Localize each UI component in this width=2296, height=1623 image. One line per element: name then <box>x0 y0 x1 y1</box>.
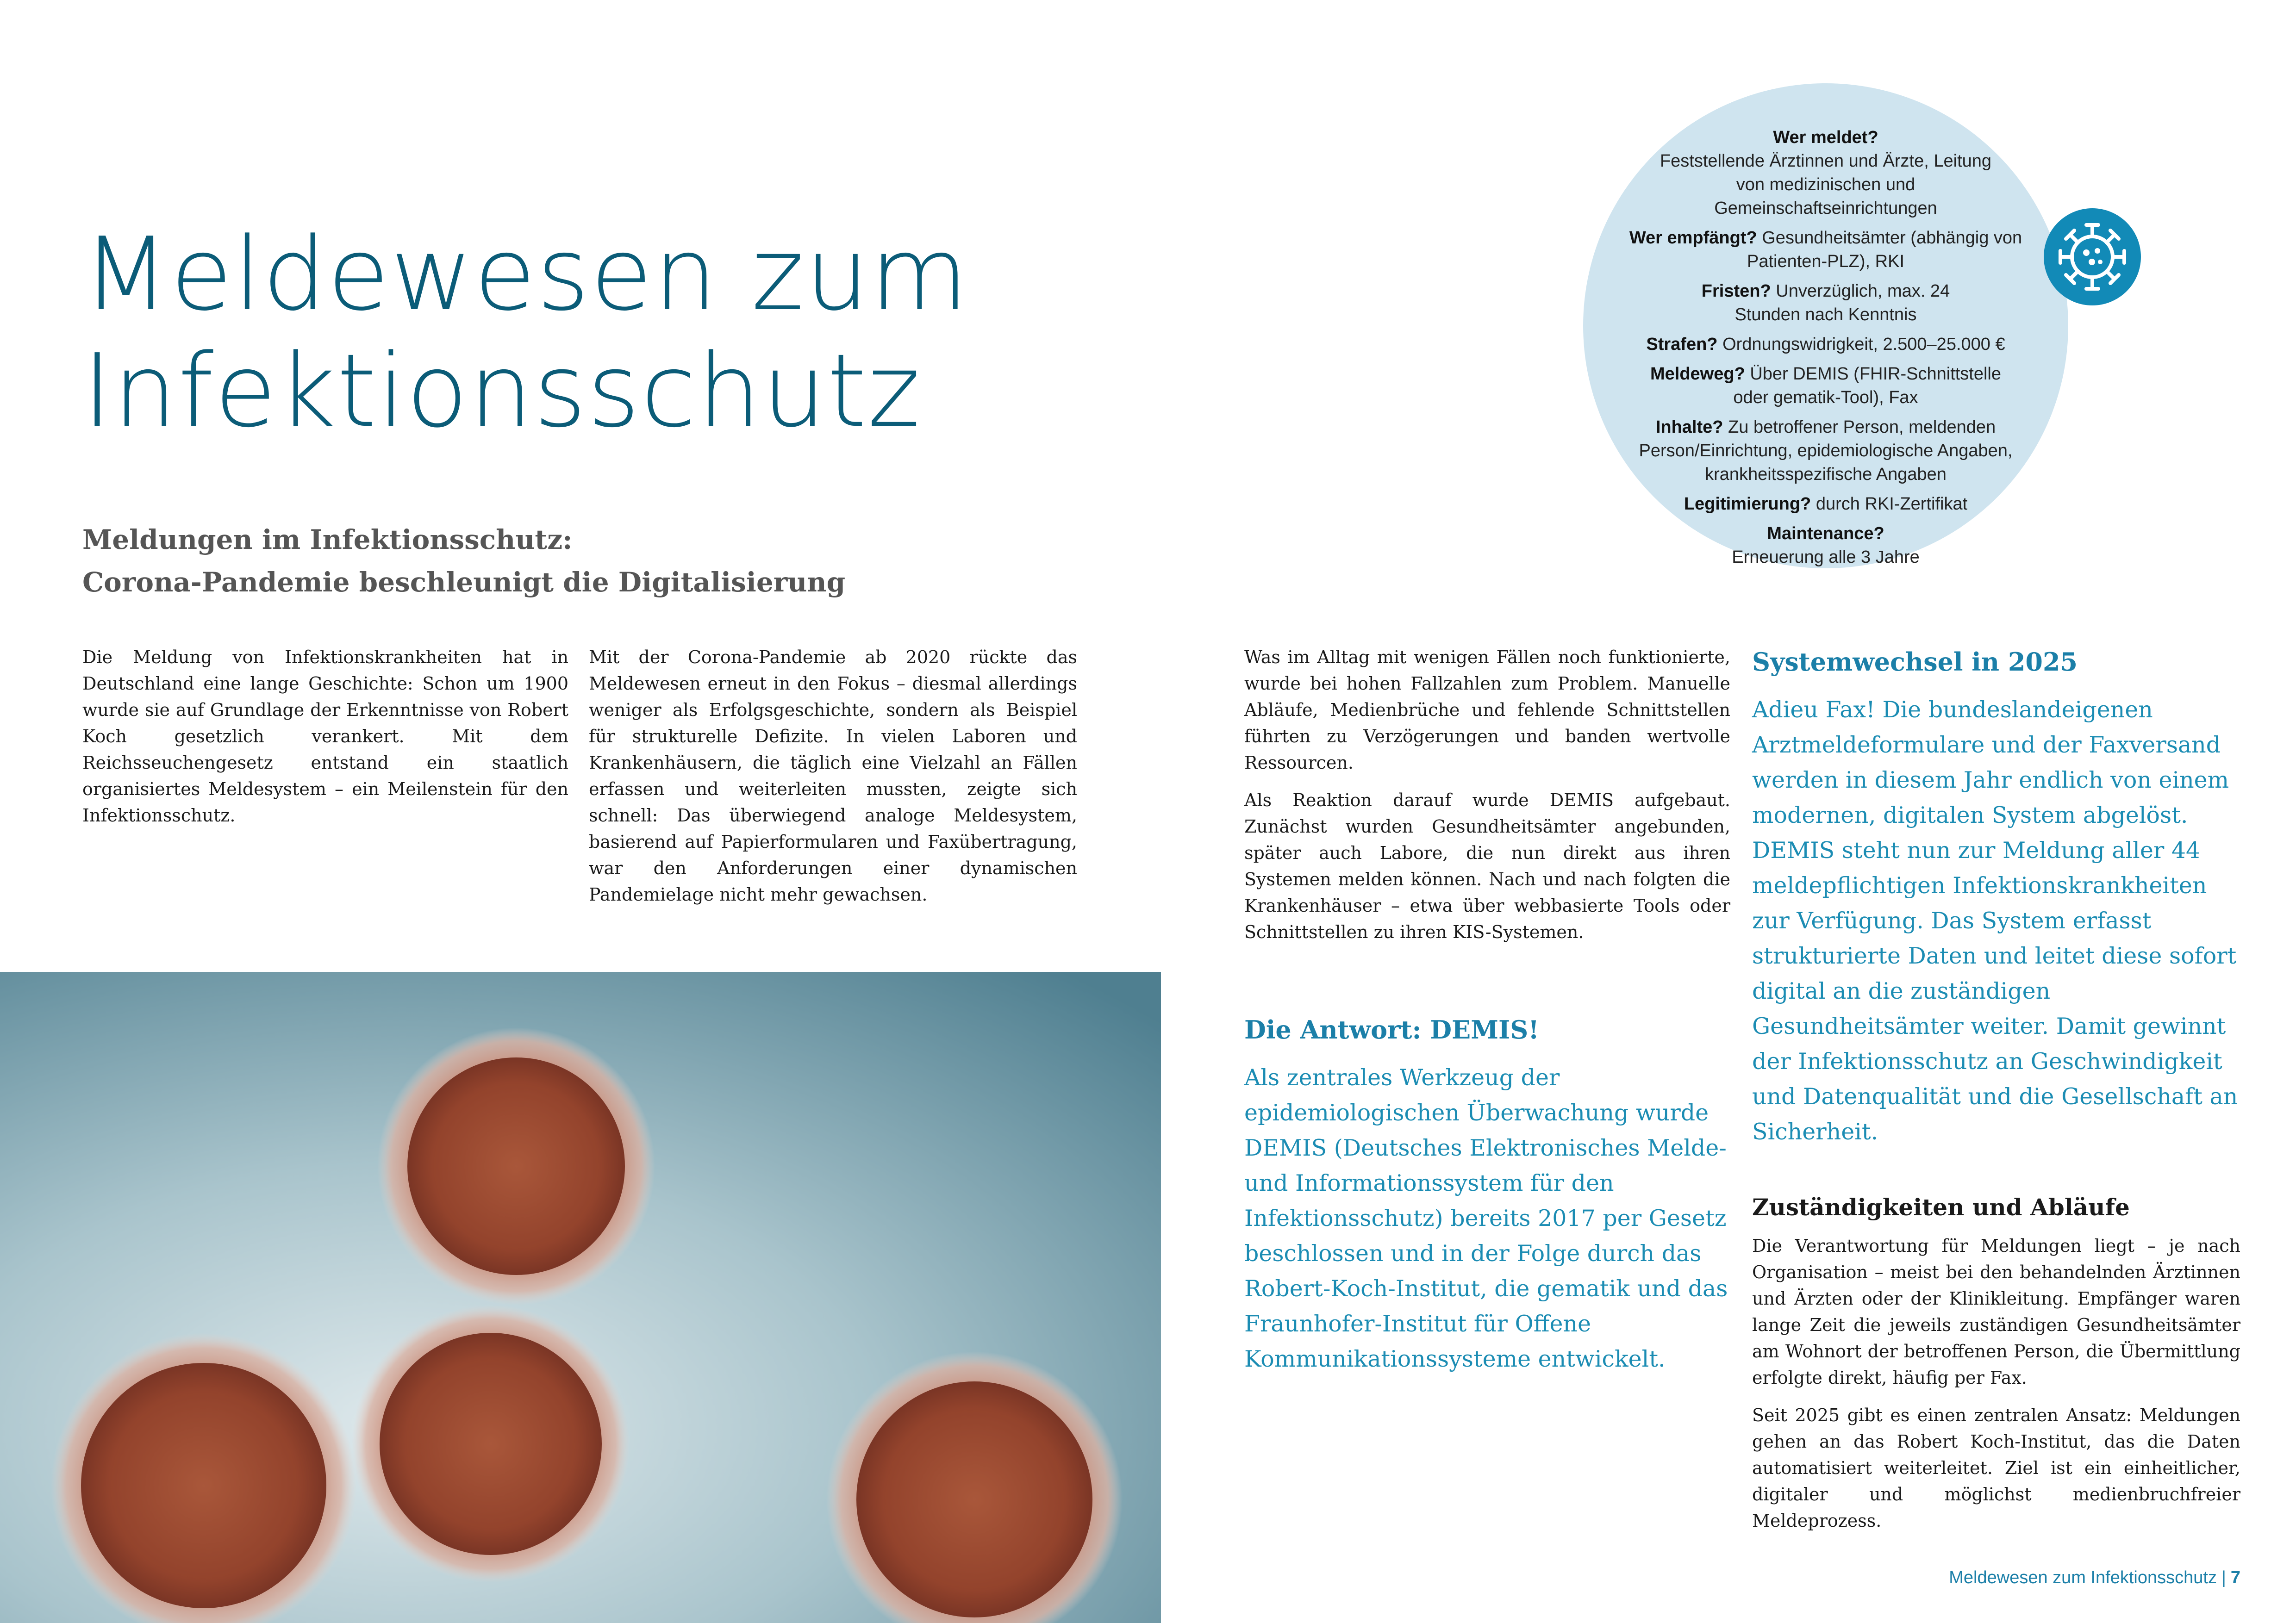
footer-title: Meldewesen zum Infektionsschutz <box>1949 1568 2217 1587</box>
coronavirus-micrograph-image <box>0 972 1161 1623</box>
column-3-paragraph-1: Was im Alltag mit wenigen Fällen noch funktionierte, wurde bei hohen Fallzahlen zum Problem. Manuelle Abläufe, Medienbrüche und fehlende Schnittstellen führten zu Verzögerungen und banden wertvolle Ressourcen. <box>1244 647 1730 773</box>
info-question: Fristen? <box>1701 281 1771 301</box>
column-1-text: Die Meldung von Infektionskrankheiten hat in Deutschland eine lange Geschichte: Schon um 1900 wurde sie auf Grundlage der Erkenntnisse von Robert Koch gesetzlich verankert. Mit dem Reichsseuchengesetz entstand ein staatlich organisiertes Meldesystem – ein Meilenstein für den Infektionsschutz. <box>82 647 568 826</box>
info-question: Strafen? <box>1646 335 1718 354</box>
column-2-text: Mit der Corona-Pandemie ab 2020 rückte das Meldewesen erneut in den Fokus – diesmal allerdings weniger als Erfolgsgeschichte, sondern als Beispiel für strukturelle Defizite. In vielen Laboren und Krankenhäusern, die täglich eine Vielzahl an Fällen erfassen und weiterleiten mussten, zeigte sich schnell: Das überwiegend analoge Meldesystem, basierend auf Papierformularen und Faxübertragung, war den Anforderungen einer dynamischen Pandemielage nicht mehr gewachsen. <box>589 647 1077 905</box>
info-answer: Erneuerung alle 3 Jahre <box>1732 547 1920 567</box>
column-3 <box>1244 644 1730 1388</box>
systemwechsel-heading: Systemwechsel in 2025 <box>1752 647 2078 677</box>
virus-icon <box>2044 208 2141 305</box>
page-title-line-2: Infektionsschutz <box>82 333 922 450</box>
column-4-paragraph-1: Die Verantwortung für Meldungen liegt – je nach Organisation – meist bei den behandelnden Ärztinnen und Ärzten oder der Klinikleitung. Empfänger waren lange Zeit die jeweils zuständigen Gesundheitsämter am Wohnort der betroffenen Person, die Übermittlung erfolgte direkt, häufig per Fax. <box>1752 1236 2240 1388</box>
info-item-inhalte <box>1592 416 2059 486</box>
zustaendigkeiten-heading: Zuständigkeiten und Abläufe <box>1752 1194 2130 1221</box>
info-question: Maintenance? <box>1767 524 1884 543</box>
info-item-wer-meldet <box>1592 126 2059 220</box>
column-4 <box>1752 644 2240 1534</box>
page-number: 7 <box>2230 1568 2240 1587</box>
virus-particle-1 <box>377 1027 655 1305</box>
page-title <box>82 217 1101 450</box>
info-answer: Unverzüglich, max. 24 Stunden nach Kenntnis <box>1734 281 1950 324</box>
systemwechsel-lead-text: Adieu Fax! Die bundeslandeigenen Arztmeldeformulare und der Faxversand werden in diesem Jahr endlich von einem modernen, digitalen System abgelöst. DEMIS steht nun zur Meldung aller 44 meldepflichtigen Infektionskrankheiten zur Verfügung. Das System erfasst strukturierte Daten und leitet diese sofort digital an die zuständigen Gesundheitsämter weiter. Damit gewinnt der Infektionsschutz an Geschwindigkeit und Datenqualität und die Gesellschaft an Sicherheit. <box>1752 696 2238 1145</box>
info-item-strafen <box>1592 333 2059 356</box>
page-title-line-1: Meldewesen zum <box>82 216 969 333</box>
demis-heading: Die Antwort: DEMIS! <box>1244 1015 1539 1045</box>
info-item-meldeweg <box>1592 362 2059 410</box>
info-answer: Feststellende Ärztinnen und Ärzte, Leitung von medizinischen und Gemeinschaftseinrichtungen <box>1660 151 1992 218</box>
info-answer: Gesundheitsämter (abhängig von Patienten-PLZ), RKI <box>1747 228 2022 271</box>
info-item-legitimierung <box>1592 492 2059 516</box>
column-3-paragraph-2: Als Reaktion darauf wurde DEMIS aufgebaut. Zunächst wurden Gesundheitsämter angebunden, später auch Labore, die nun direkt aus ihren Systemen melden können. Nach und nach folgten die Krankenhäuser – etwa über webbasierte Tools oder Schnittstellen zu ihren KIS-Systemen. <box>1244 790 1730 942</box>
info-list <box>1592 126 2059 575</box>
info-answer: Zu betroffener Person, meldenden Person/Einrichtung, epidemiologische Angaben, krankheitsspezifische Angaben <box>1639 417 2013 484</box>
info-answer: Ordnungswidrigkeit, 2.500–25.000 € <box>1722 335 2005 354</box>
info-question: Wer empfängt? <box>1629 228 1757 248</box>
virus-particle-3 <box>352 1305 630 1583</box>
page-subtitle <box>82 518 1101 603</box>
page-subtitle-line-1: Meldungen im Infektionsschutz: <box>82 524 573 555</box>
info-question: Wer meldet? <box>1773 128 1878 147</box>
info-item-fristen <box>1592 280 2059 327</box>
info-question: Legitimierung? <box>1684 494 1811 514</box>
info-question: Inhalte? <box>1655 417 1723 437</box>
info-item-wer-empfaengt <box>1592 226 2059 274</box>
page-subtitle-line-2: Corona-Pandemie beschleunigt die Digitalisierung <box>82 566 846 598</box>
footer-separator: | <box>2221 1568 2226 1587</box>
page-footer <box>1949 1568 2240 1588</box>
info-item-maintenance <box>1592 522 2059 569</box>
info-answer: durch RKI-Zertifikat <box>1816 494 1968 514</box>
column-4-paragraph-2: Seit 2025 gibt es einen zentralen Ansatz: Meldungen gehen an das Robert Koch-Institut, das die Daten automatisiert weiterleitet. Ziel ist ein einheitlicher, digitaler und möglichst medienbruchfreier Meldeprozess. <box>1752 1405 2240 1531</box>
info-answer: Über DEMIS (FHIR-Schnittstelle oder gematik-Tool), Fax <box>1733 364 2002 407</box>
info-question: Meldeweg? <box>1650 364 1745 384</box>
demis-lead-text: Als zentrales Werkzeug der epidemiologischen Überwachung wurde DEMIS (Deutsches Elektronisches Melde- und Informationssystem für den Infektionsschutz) bereits 2017 per Gesetz beschlossen und in der Folge durch das Robert-Koch-Institut, die gematik und das Fraunhofer-Institut für Offene Kommunikationssysteme entwickelt. <box>1244 1064 1728 1372</box>
